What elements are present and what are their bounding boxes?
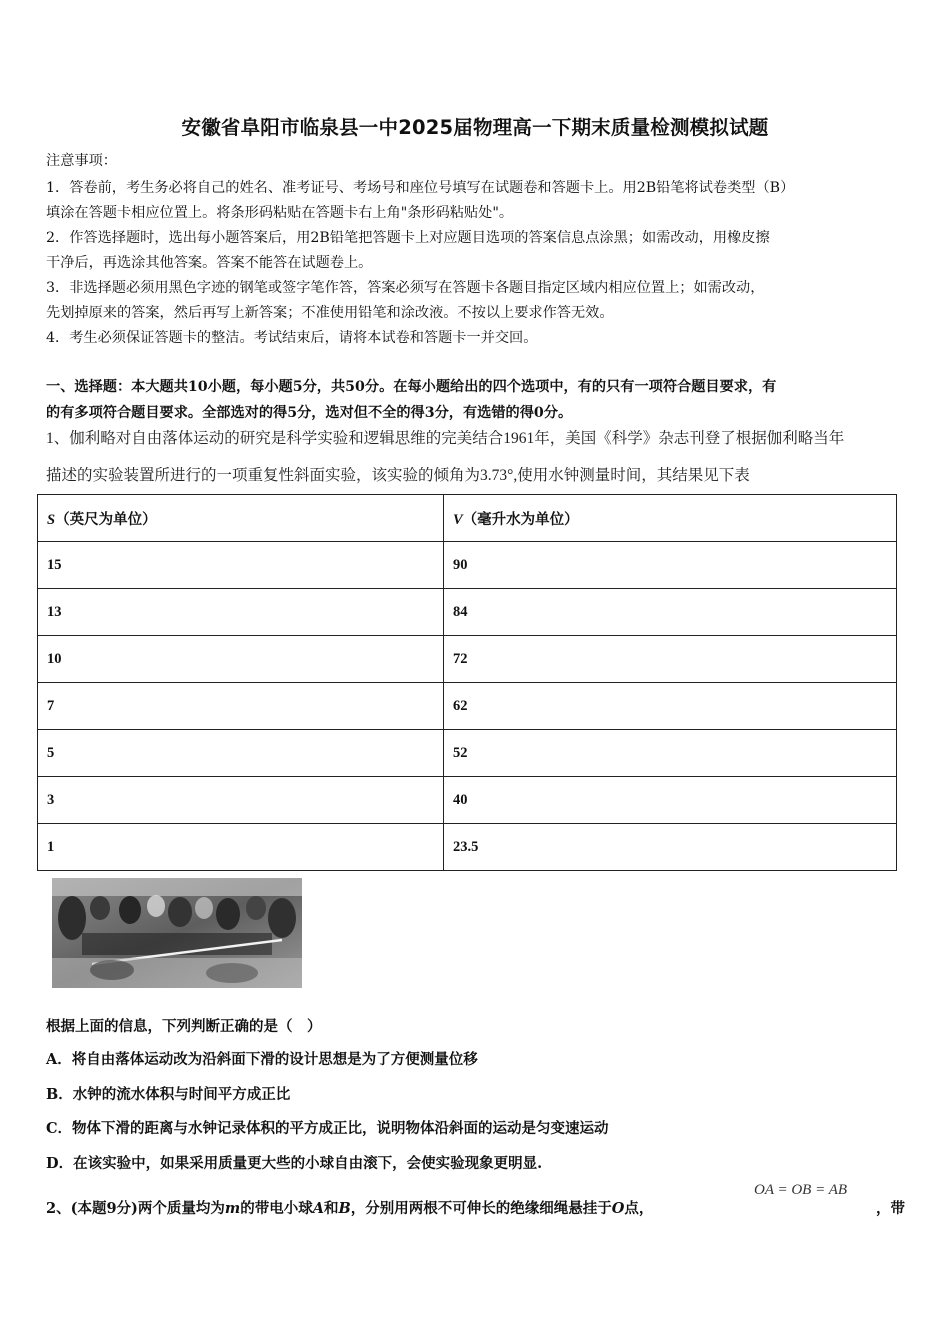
question-1-stem: 根据上面的信息，下列判断正确的是（ ） — [46, 1018, 322, 1035]
experiment-photo — [52, 878, 302, 988]
option-d: D．在该实验中，如果采用质量更大些的小球自由滚下，会使实验现象更明显. — [46, 1155, 543, 1172]
notice-line: 1．答卷前，考生务必将自己的姓名、准考证号、考场号和座位号填写在试题卷和答题卡上。用2B铅笔将试卷类型（B） — [46, 180, 795, 196]
table-row — [38, 589, 897, 636]
var-m: m — [224, 1200, 241, 1217]
cell-v: 23.5 — [444, 824, 897, 871]
notice-line: 干净后，再选涂其他答案。答案不能答在试题卷上。 — [46, 255, 373, 271]
page-title: 安徽省阜阳市临泉县一中2025届物理高一下期末质量检测模拟试题 — [181, 116, 769, 139]
notice-line: 填涂在答题卡相应位置上。将条形码粘贴在答题卡右上角"条形码粘贴处"。 — [46, 205, 514, 221]
section-heading-cont: 的有多项符合题目要求。全部选对的得5分，选对但不全的得3分，有选错的得0分。 — [46, 405, 573, 421]
section-heading: 一、选择题：本大题共10小题，每小题5分，共50分。在每小题给出的四个选项中，有的只有一项符合题目要求，有 — [46, 379, 777, 395]
notice-line: 3．非选择题必须用黑色字迹的钢笔或签字笔作答，答案必须写在答题卡各题目指定区域内相应位置上；如需改动， — [46, 280, 765, 296]
cell-s: 5 — [38, 730, 444, 777]
var-a: A — [312, 1200, 325, 1217]
option-a: A．将自由落体运动改为沿斜面下滑的设计思想是为了方便测量位移 — [46, 1051, 478, 1068]
table-row — [38, 542, 897, 589]
table-row — [38, 824, 897, 871]
var-s: S — [47, 511, 56, 528]
cell-v: 72 — [444, 636, 897, 683]
header-s: S（英尺为单位） — [38, 495, 444, 542]
header-v: V（毫升水为单位） — [444, 495, 897, 542]
cell-v: 52 — [444, 730, 897, 777]
table-row — [38, 777, 897, 824]
question-1-text: 1、伽利略对自由落体运动的研究是科学实验和逻辑思维的完美结合1961年，美国《科学》杂志刊登了根据伽利略当年 — [46, 430, 845, 447]
table-row — [38, 636, 897, 683]
table-row — [38, 730, 897, 777]
question-2-text: 2、(本题9分)两个质量均为m的带电小球A和B，分别用两根不可伸长的绝缘细绳悬挂于O点， — [46, 1200, 654, 1217]
cell-v: 40 — [444, 777, 897, 824]
notice-line: 2．作答选择题时，选出每小题答案后，用2B铅笔把答题卡上对应题目选项的答案信息点涂黑；如需改动，用橡皮擦 — [46, 230, 770, 246]
cell-v: 62 — [444, 683, 897, 730]
question-1-text-cont: 描述的实验装置所进行的一项重复性斜面实验，该实验的倾角为3.73°,使用水钟测量时间，其结果见下表 — [46, 467, 750, 484]
table-header-row — [38, 495, 897, 542]
cell-v: 90 — [444, 542, 897, 589]
notice-line: 4．考生必须保证答题卡的整洁。考试结束后，请将本试卷和答题卡一并交回。 — [46, 330, 538, 346]
cell-s: 15 — [38, 542, 444, 589]
var-o: O — [611, 1200, 625, 1217]
notice-line: 先划掉原来的答案，然后再写上新答案；不准使用铅笔和涂改液。不按以上要求作答无效。 — [46, 305, 614, 321]
table-row — [38, 683, 897, 730]
question-2-formula: OA = OB = AB — [754, 1182, 848, 1198]
option-c: C．物体下滑的距离与水钟记录体积的平方成正比，说明物体沿斜面的运动是匀变速运动 — [46, 1120, 609, 1137]
cell-s: 10 — [38, 636, 444, 683]
cell-s: 13 — [38, 589, 444, 636]
question-2-tail: ，带 — [876, 1200, 905, 1217]
cell-s: 7 — [38, 683, 444, 730]
cell-v: 84 — [444, 589, 897, 636]
var-v: V — [453, 511, 463, 528]
notice-heading: 注意事项： — [46, 153, 117, 169]
var-b: B — [338, 1200, 351, 1217]
experiment-table — [37, 494, 897, 871]
cell-s: 3 — [38, 777, 444, 824]
option-b: B．水钟的流水体积与时间平方成正比 — [46, 1086, 291, 1103]
cell-s: 1 — [38, 824, 444, 871]
